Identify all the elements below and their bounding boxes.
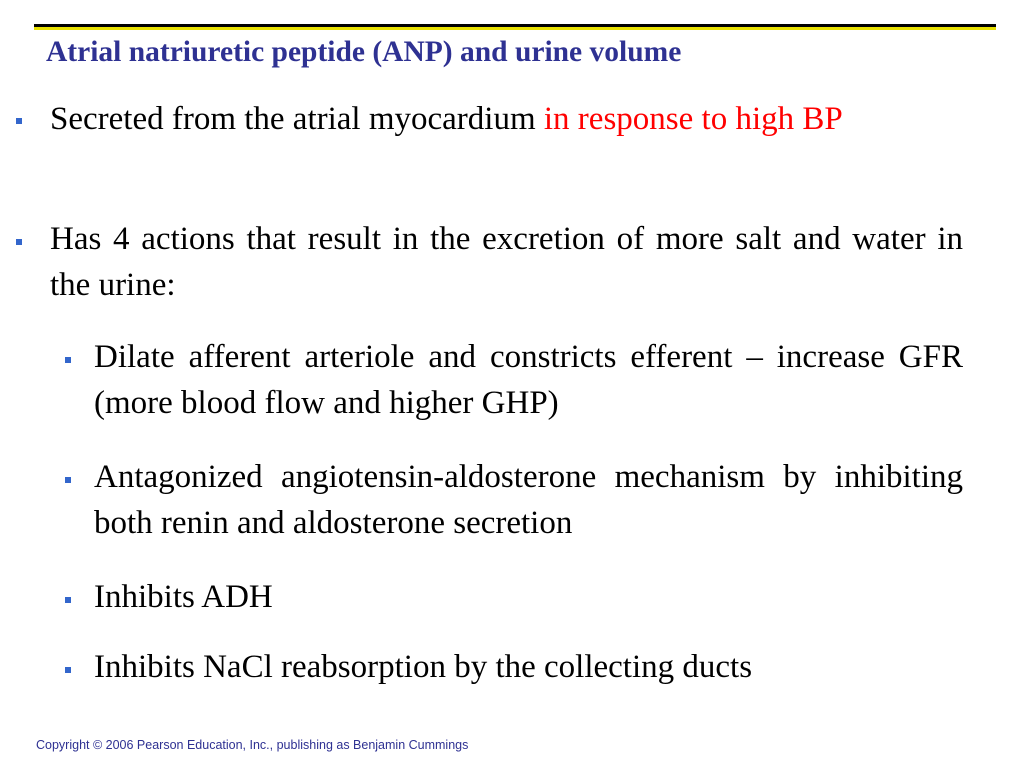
slide-title: Atrial natriuretic peptide (ANP) and urine volume (46, 36, 682, 68)
square-bullet-icon (65, 357, 71, 363)
bullet-highlight-text: in response to high BP (543, 101, 843, 137)
square-bullet-icon (65, 477, 71, 483)
sub-bullet-item: Inhibits NaCl reabsorption by the collecting ducts (94, 649, 753, 685)
square-bullet-icon (16, 239, 22, 245)
bullet-item: Has 4 actions that result in the excretion of more salt and water in the urine: (50, 221, 963, 303)
sub-bullet-item: Inhibits ADH (94, 579, 273, 615)
copyright-footer: Copyright © 2006 Pearson Education, Inc., publishing as Benjamin Cummings (36, 738, 469, 752)
bullet-item (50, 96, 963, 142)
sub-bullet-item: Dilate afferent arteriole and constricts efferent – increase GFR (more blood flow and higher GHP) (94, 339, 963, 421)
square-bullet-icon (16, 118, 22, 124)
sub-bullet-item: Antagonized angiotensin-aldosterone mechanism by inhibiting both renin and aldosterone secretion (94, 459, 963, 541)
square-bullet-icon (65, 667, 71, 673)
square-bullet-icon (65, 597, 71, 603)
bullet-text: Secreted from the atrial myocardium (50, 101, 544, 137)
